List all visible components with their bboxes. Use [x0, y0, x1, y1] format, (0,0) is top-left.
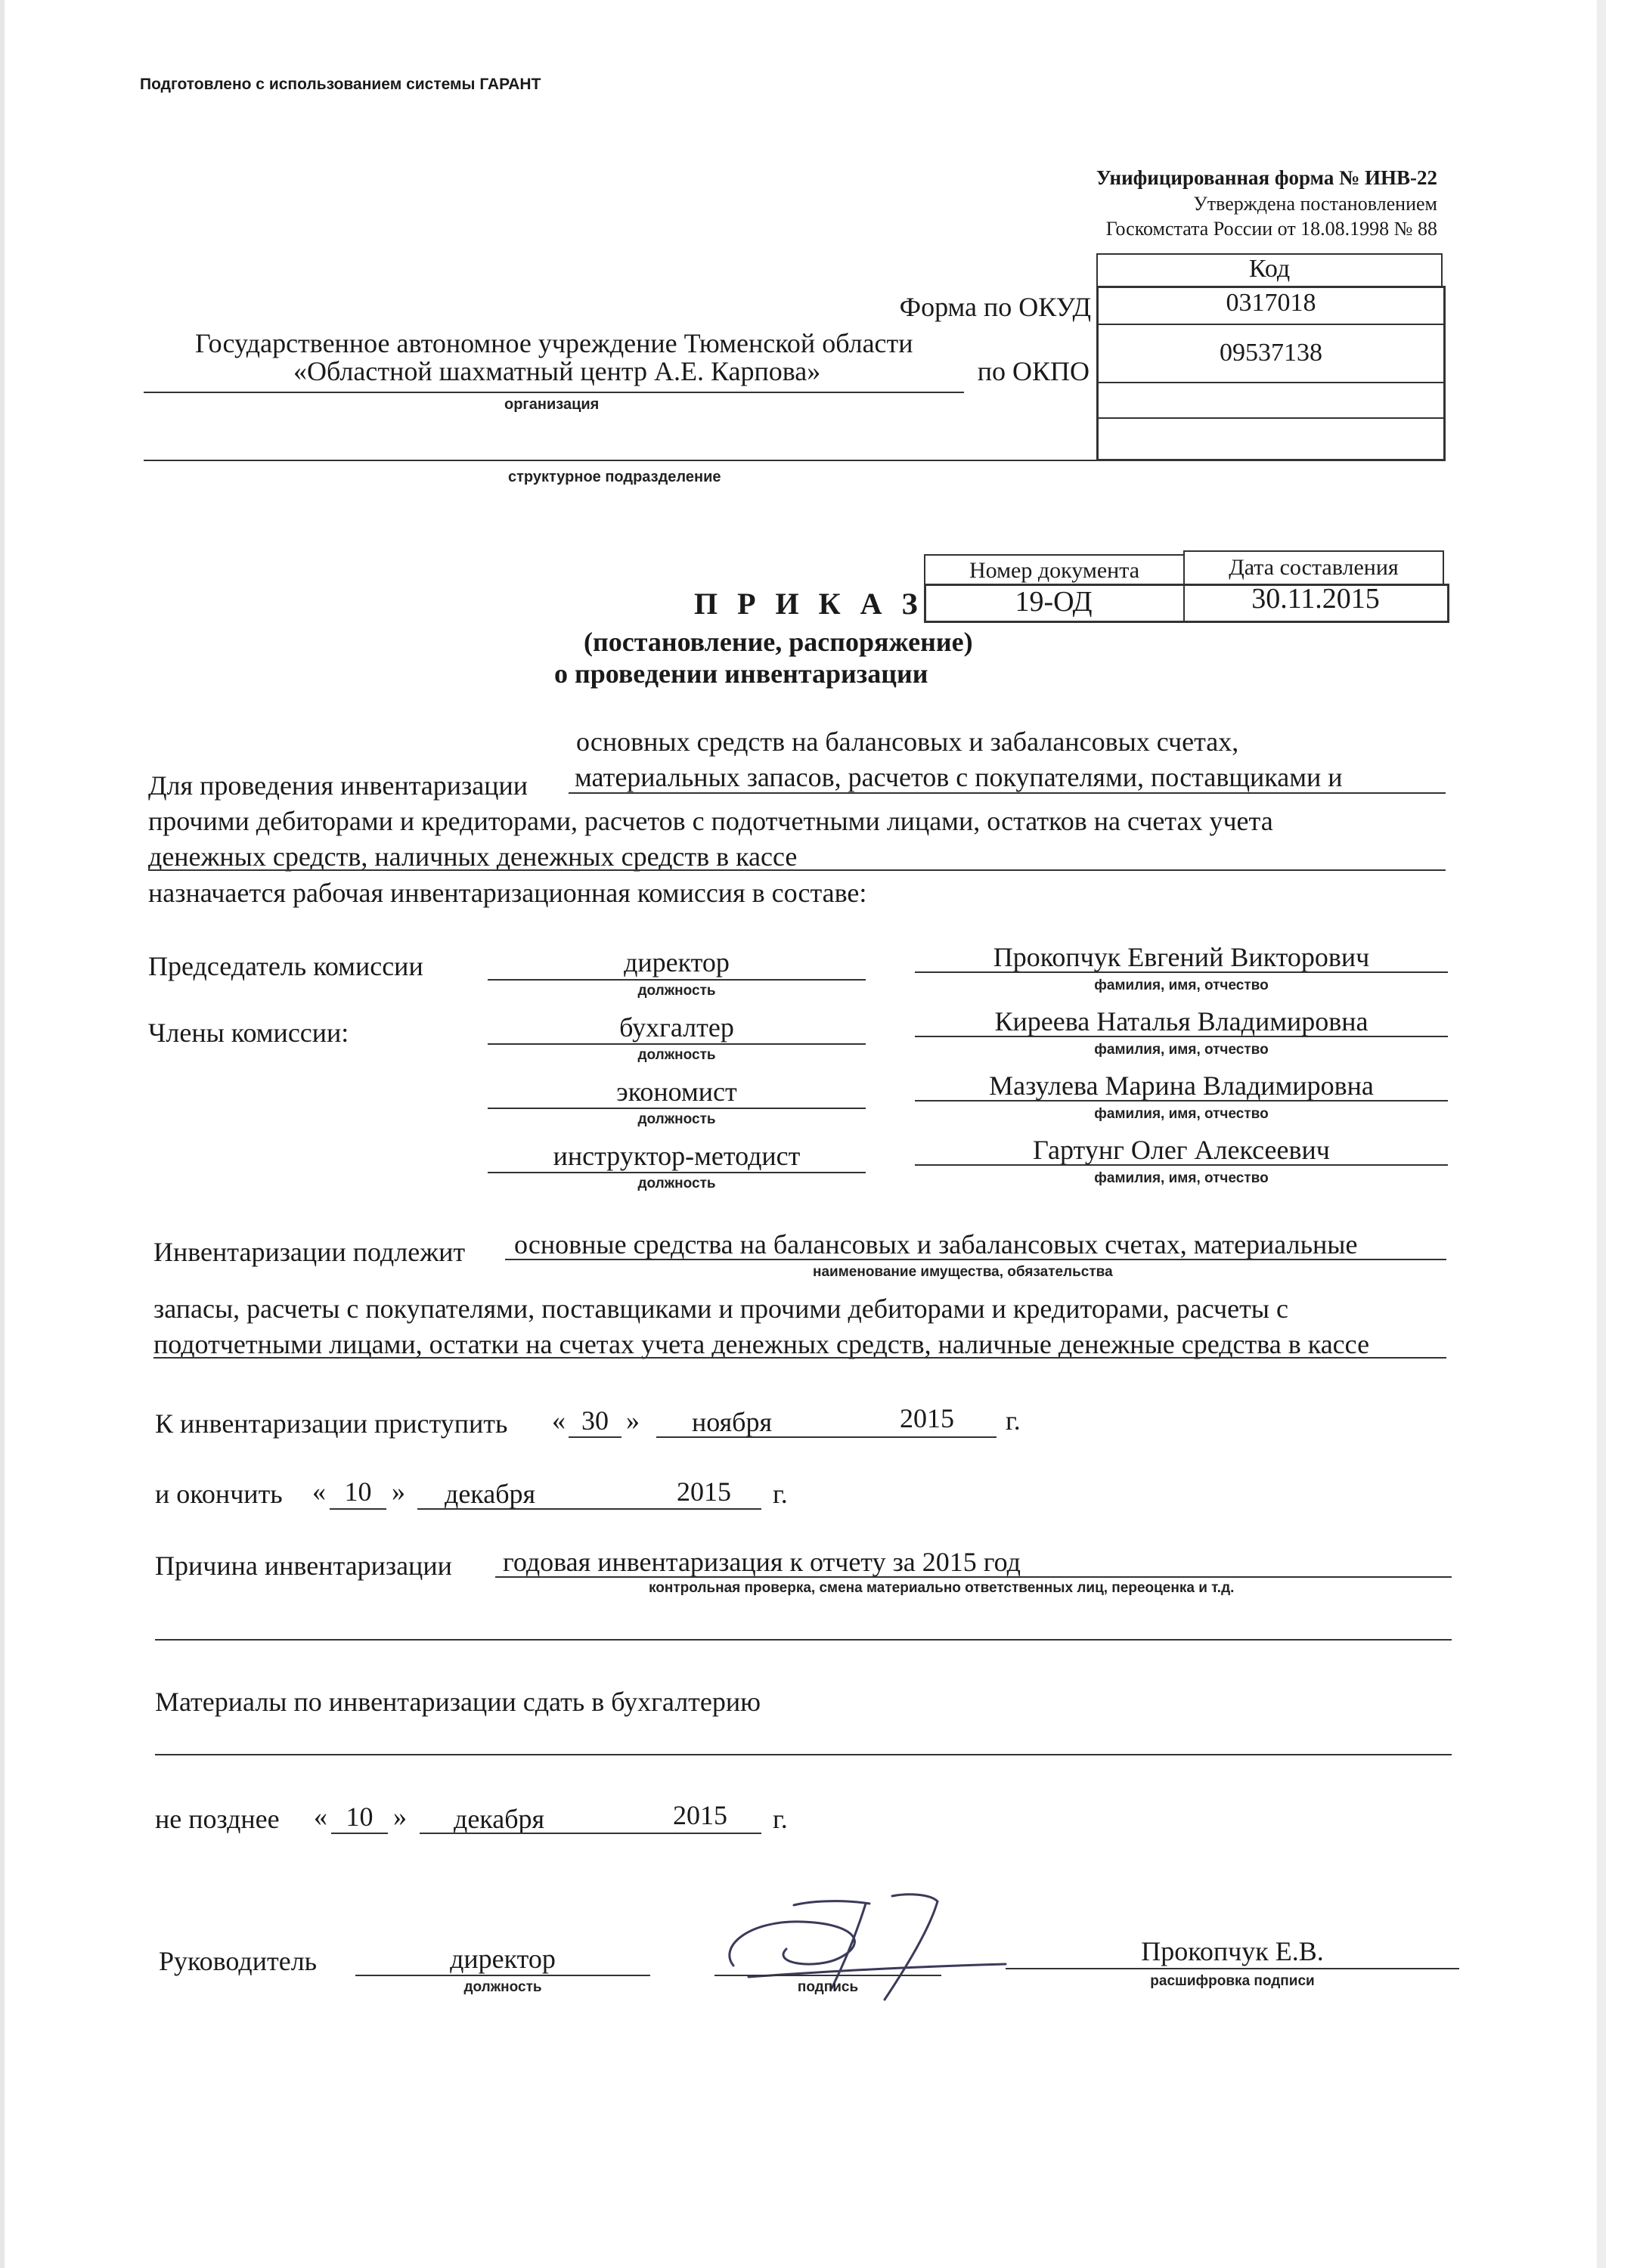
end-day: 10	[344, 1476, 372, 1507]
position-underline	[488, 1043, 866, 1045]
commission-chair-label: Председатель комиссии	[148, 951, 423, 981]
start-month-underline	[656, 1436, 997, 1438]
end-close-quote: »	[392, 1476, 405, 1507]
reason-label: Причина инвентаризации	[155, 1551, 452, 1581]
prepared-note: Подготовлено с использованием системы ГАРАНТ	[140, 76, 541, 93]
form-approved-line1: Утверждена постановлением	[1193, 193, 1437, 215]
start-label: К инвентаризации приступить	[155, 1408, 508, 1439]
purpose-line1: материальных запасов, расчетов с покупателями, поставщиками и	[575, 762, 1343, 792]
reason-value: годовая инвентаризация к отчету за 2015 год	[503, 1547, 1021, 1577]
doc-date-label: Дата составления	[1229, 555, 1399, 580]
start-open-quote: «	[552, 1405, 566, 1436]
subject-line2: запасы, расчеты с покупателями, поставщиками и прочими дебиторами и кредиторами, расчеты с	[153, 1294, 1288, 1324]
commission-position: директор	[624, 947, 730, 978]
okpo-label: по ОКПО	[977, 356, 1090, 386]
reason-caption: контрольная проверка, смена материально ответственных лиц, переоценка и т.д.	[649, 1580, 1235, 1596]
org-underline	[144, 392, 964, 393]
codes-divider-2	[1096, 382, 1446, 383]
org-caption: организация	[504, 396, 600, 413]
start-year: 2015	[900, 1403, 954, 1433]
subject-label: Инвентаризации подлежит	[153, 1237, 466, 1267]
purpose-line2: прочими дебиторами и кредиторами, расчетов с подотчетными лицами, остатков на счетах учета	[148, 806, 1273, 836]
purpose-underline3	[148, 869, 1446, 871]
deadline-year-suffix: г.	[773, 1804, 788, 1834]
end-year: 2015	[677, 1476, 731, 1507]
start-day-underline	[569, 1436, 621, 1438]
commission-name: Киреева Наталья Владимировна	[994, 1006, 1368, 1036]
purpose-label: Для проведения инвентаризации	[148, 770, 528, 801]
commission-name: Гартунг Олег Алексеевич	[1033, 1135, 1330, 1165]
purpose-line3: денежных средств, наличных денежных средств в кассе	[148, 841, 798, 872]
deadline-month: декабря	[454, 1804, 545, 1834]
name-caption: фамилия, имя, отчество	[1094, 1042, 1269, 1058]
deadline-close-quote: »	[393, 1802, 407, 1832]
name-caption: фамилия, имя, отчество	[1094, 1170, 1269, 1186]
name-underline	[915, 1100, 1448, 1101]
subject-line1: основные средства на балансовых и забалансовых счетах, материальные	[514, 1229, 1358, 1259]
deadline-label: не позднее	[155, 1804, 280, 1834]
codes-divider-3	[1096, 417, 1446, 419]
start-close-quote: »	[626, 1405, 640, 1436]
okud-value: 0317018	[1226, 289, 1316, 317]
doc-number-label: Номер документа	[969, 558, 1140, 583]
position-caption: должность	[637, 1111, 716, 1127]
head-name: Прокопчук Е.В.	[1141, 1936, 1324, 1966]
deadline-day: 10	[346, 1802, 374, 1832]
commission-position: инструктор-методист	[553, 1141, 801, 1171]
commission-members-label: Члены комиссии:	[148, 1018, 349, 1048]
reason-underline2	[155, 1639, 1452, 1641]
name-caption: фамилия, имя, отчество	[1094, 1106, 1269, 1122]
end-open-quote: «	[312, 1476, 326, 1507]
scan-edge-right	[1597, 0, 1606, 2268]
form-title: Унифицированная форма № ИНВ-22	[1096, 166, 1437, 189]
subdivision-underline	[144, 460, 1096, 461]
position-underline	[488, 1108, 866, 1109]
head-name-underline	[1006, 1968, 1459, 1969]
purpose-underline1	[569, 792, 1446, 794]
doc-title: П Р И К А З	[694, 587, 924, 621]
end-month: декабря	[445, 1479, 536, 1509]
subdivision-caption: структурное подразделение	[508, 469, 721, 485]
commission-position: экономист	[616, 1077, 737, 1107]
head-position: директор	[450, 1944, 556, 1974]
subject-line3: подотчетными лицами, остатки на счетах учета денежных средств, наличные денежные средства в кассе	[153, 1329, 1370, 1359]
org-line1: Государственное автономное учреждение Тюменской области	[195, 328, 913, 358]
deadline-day-underline	[331, 1833, 388, 1834]
doc-number: 19-ОД	[1015, 586, 1093, 618]
end-month-underline	[417, 1508, 761, 1510]
name-underline	[915, 971, 1448, 973]
head-label: Руководитель	[159, 1946, 318, 1976]
position-caption: должность	[637, 983, 716, 999]
submit-underline	[155, 1754, 1452, 1755]
head-name-caption: расшифровка подписи	[1150, 1973, 1315, 1989]
codes-divider-1	[1096, 324, 1446, 325]
commission-name: Прокопчук Евгений Викторович	[993, 942, 1370, 972]
name-underline	[915, 1164, 1448, 1166]
okud-label: Форма по ОКУД	[899, 292, 1091, 322]
start-month: ноября	[692, 1407, 773, 1437]
sign-caption: подпись	[797, 1979, 859, 1995]
reason-underline	[495, 1576, 1452, 1578]
commission-position: бухгалтер	[619, 1012, 734, 1043]
scan-edge-left	[0, 0, 5, 2268]
subject-underline3	[153, 1357, 1446, 1359]
doc-number-header-cell	[924, 554, 1185, 586]
doc-date: 30.11.2015	[1251, 583, 1380, 615]
org-line2: «Областной шахматный центр А.Е. Карпова»	[293, 356, 821, 386]
codes-header-cell	[1096, 253, 1443, 287]
name-caption: фамилия, имя, отчество	[1094, 978, 1269, 993]
okpo-value: 09537138	[1220, 339, 1322, 367]
codes-header: Код	[1248, 255, 1291, 283]
position-underline	[488, 979, 866, 981]
form-approved-line2: Госкомстата России от 18.08.1998 № 88	[1105, 218, 1437, 240]
doc-subtitle2: о проведении инвентаризации	[554, 658, 928, 689]
end-day-underline	[330, 1508, 386, 1510]
start-year-suffix: г.	[1006, 1405, 1021, 1436]
position-caption: должность	[637, 1176, 716, 1191]
purpose-line0: основных средств на балансовых и забалансовых счетах,	[576, 727, 1239, 757]
deadline-open-quote: «	[314, 1802, 327, 1832]
submit-label: Материалы по инвентаризации сдать в бухгалтерию	[155, 1687, 761, 1717]
head-position-underline	[355, 1975, 650, 1976]
end-label: и окончить	[155, 1479, 283, 1509]
doc-subtitle1: (постановление, распоряжение)	[584, 627, 973, 657]
position-underline	[488, 1172, 866, 1173]
commission-intro: назначается рабочая инвентаризационная комиссия в составе:	[148, 878, 867, 908]
deadline-month-underline	[420, 1833, 761, 1834]
doc-date-header-cell	[1183, 550, 1444, 584]
deadline-year: 2015	[673, 1800, 727, 1830]
name-underline	[915, 1036, 1448, 1037]
commission-name: Мазулева Марина Владимировна	[989, 1070, 1374, 1101]
position-caption: должность	[637, 1047, 716, 1063]
head-position-caption: должность	[463, 1979, 542, 1995]
end-year-suffix: г.	[773, 1479, 788, 1509]
subject-caption: наименование имущества, обязательства	[813, 1264, 1113, 1280]
subject-underline1	[505, 1259, 1446, 1260]
sign-underline	[714, 1975, 941, 1976]
start-day: 30	[581, 1405, 609, 1436]
